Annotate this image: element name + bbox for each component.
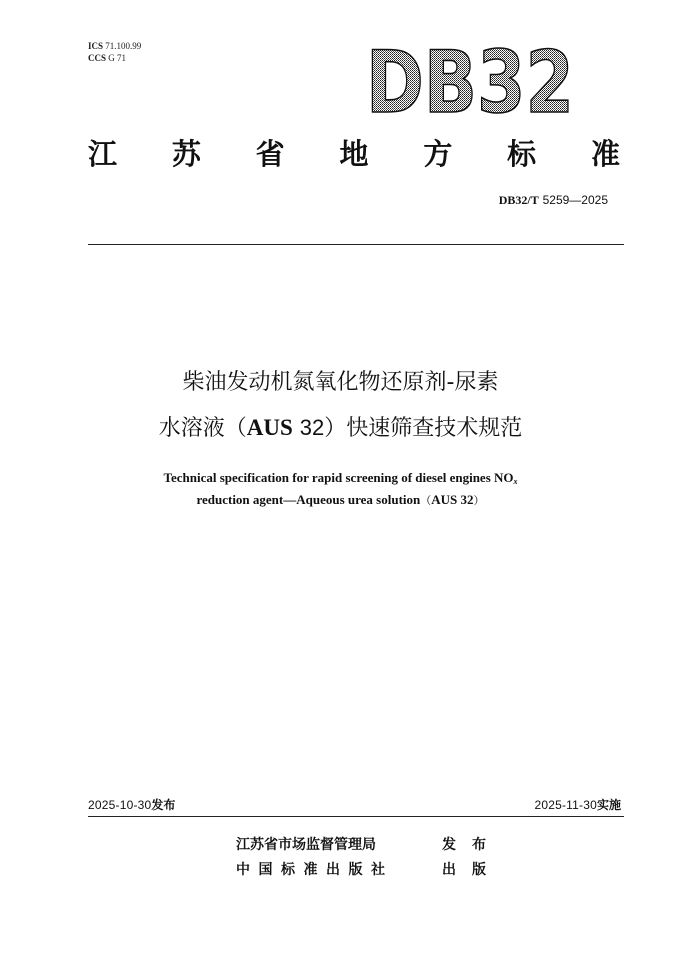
title-en-aus: AUS 32 — [431, 492, 474, 507]
standard-type-char: 江 — [88, 137, 118, 171]
db32-logo — [366, 33, 578, 133]
standard-type-char: 苏 — [171, 137, 201, 171]
title-zh-aus-number: 32 — [299, 415, 325, 440]
standard-number-value: 5259—2025 — [542, 193, 608, 207]
title-en-line1 — [60, 469, 621, 491]
title-en-subscript: x — [513, 477, 518, 486]
implement-date-block — [534, 797, 621, 813]
publish-date: 2025-10-30 — [88, 798, 152, 812]
standard-type-char: 标 — [507, 137, 537, 171]
title-en-line2-text: reduction agent—Aqueous urea solution — [196, 492, 421, 507]
ics-label: ICS — [88, 41, 104, 51]
standard-type-char: 地 — [339, 137, 369, 171]
title-zh-line2 — [60, 411, 621, 446]
title-zh-aus: AUS — [246, 415, 293, 440]
ccs-label: CCS — [88, 53, 107, 63]
db32-logo-text: DB32 — [366, 33, 574, 133]
standard-type-char: 省 — [255, 137, 285, 171]
standard-number — [499, 192, 608, 208]
ics-value: 71.100.99 — [105, 41, 142, 51]
standard-type-heading — [88, 136, 620, 172]
publish-word: 发布 — [151, 798, 176, 812]
publish-date-block — [88, 797, 175, 813]
implement-date: 2025-11-30 — [534, 798, 597, 812]
title-zh-line1: 柴油发动机氮氧化物还原剂-尿素 — [182, 370, 499, 395]
title-zh-line2-pre: 水溶液（ — [158, 416, 247, 441]
standard-number-prefix: DB32/T — [498, 193, 539, 207]
ccs-value: G 71 — [108, 53, 127, 63]
title-en-line1-text: Technical specification for rapid screening of diesel engines NO — [163, 470, 514, 485]
issuer-publisher-action: 出版 — [442, 862, 502, 878]
issuer-publisher: 中国标准出版社 — [236, 862, 394, 878]
header-divider — [88, 244, 624, 245]
title-en-line2 — [60, 491, 621, 510]
ccs-code — [88, 53, 126, 64]
title-en-paren-open: （ — [420, 494, 432, 507]
issuer-authority: 江苏省市场监督管理局 — [236, 837, 376, 853]
implement-word: 实施 — [596, 798, 621, 812]
issuer-authority-action: 发布 — [442, 837, 502, 853]
title-zh-line2-post: ）快速筛查技术规范 — [324, 416, 523, 441]
standard-type-char: 准 — [590, 137, 620, 171]
footer-divider — [88, 816, 624, 817]
standard-type-char: 方 — [423, 137, 453, 171]
ics-code — [88, 41, 141, 52]
title-en-paren-close: ） — [473, 494, 485, 507]
